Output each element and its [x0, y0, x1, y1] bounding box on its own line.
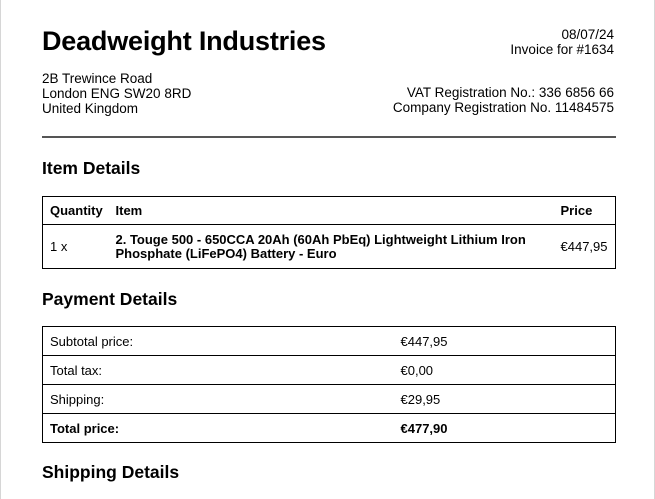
item-cell [109, 225, 561, 269]
invoice-date: 08/07/24 [561, 27, 614, 42]
total-value: €477,90 [394, 414, 616, 443]
subtotal-label: Subtotal price: [43, 327, 394, 356]
item-description: 2. Touge 500 - 650CCA 20Ah (60Ah PbEq) Lightweight Lithium Iron Phosphate (LiFePO4) Battery - Euro [115, 231, 526, 261]
invoice-number: Invoice for #1634 [510, 42, 614, 57]
address-line: United Kingdom [42, 101, 139, 116]
item-header: Item [109, 197, 561, 225]
header-divider [42, 136, 616, 138]
item-details-title: Item Details [42, 158, 141, 178]
company-registration: Company Registration No. 11484575 [392, 100, 614, 115]
company-name: Deadweight Industries [42, 26, 326, 56]
shipping-details-title: Shipping Details [42, 462, 180, 482]
item-quantity: 1 x [43, 225, 109, 269]
shipping-label: Shipping: [43, 385, 394, 414]
table-header-row [43, 197, 616, 225]
shipping-value: €29,95 [394, 385, 616, 414]
table-row [43, 385, 616, 414]
table-row [43, 225, 616, 269]
subtotal-value: €447,95 [394, 327, 616, 356]
vat-registration: VAT Registration No.: 336 6856 66 [406, 85, 614, 100]
total-label: Total price: [43, 414, 394, 443]
tax-value: €0,00 [394, 356, 616, 385]
payment-table [42, 326, 616, 443]
payment-details-title: Payment Details [42, 289, 178, 309]
address-line: London ENG SW20 8RD [42, 86, 192, 101]
company-address [42, 71, 191, 116]
item-price: €447,95 [561, 225, 616, 269]
items-table [42, 196, 616, 269]
price-header: Price [561, 197, 616, 225]
table-row [43, 327, 616, 356]
table-row [43, 356, 616, 385]
registration-info [393, 85, 614, 115]
table-row [43, 414, 616, 443]
quantity-header: Quantity [43, 197, 109, 225]
address-line: 2B Trewince Road [42, 71, 153, 86]
tax-label: Total tax: [43, 356, 394, 385]
